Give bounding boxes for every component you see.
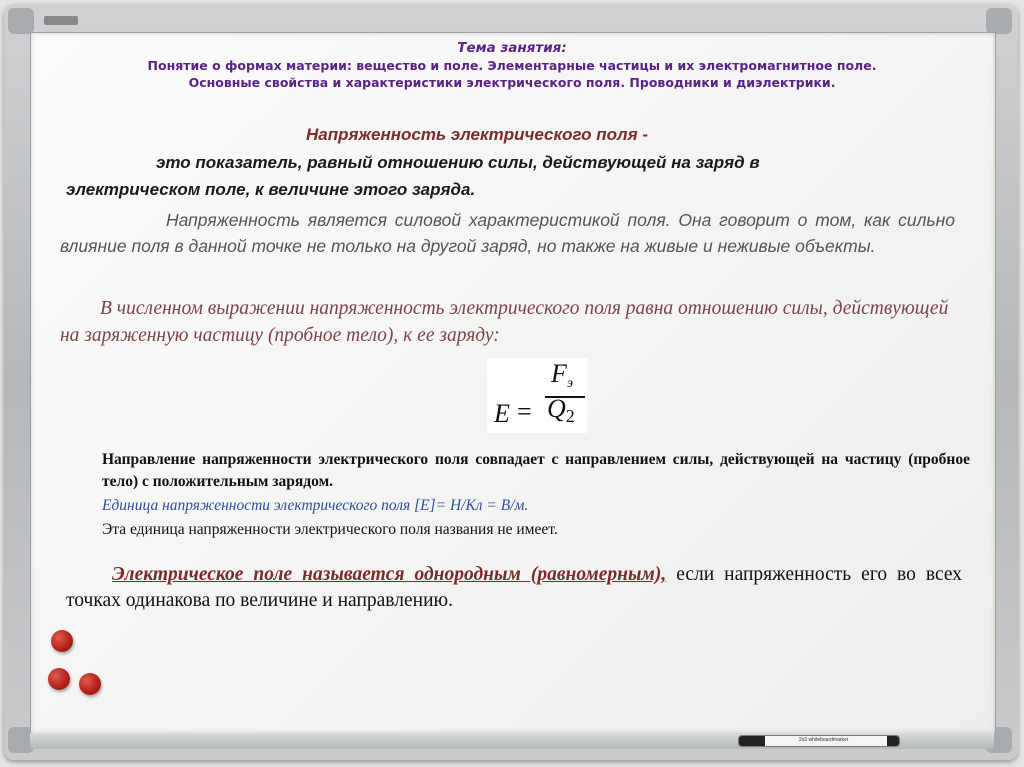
definition-line: электрическом поле, к величине этого заряда.	[66, 180, 476, 199]
unit-note: Эта единица напряженности электрического поля названия не имеет.	[102, 521, 558, 538]
uniform-field-definition: Электрическое поле называется однородным (равномерным),	[112, 564, 667, 585]
frame-corner	[986, 8, 1012, 34]
marker-cap	[739, 736, 765, 746]
red-magnet	[79, 673, 101, 695]
red-magnet	[51, 630, 73, 652]
formula-denominator	[547, 394, 575, 427]
lesson-topic-line: Основные свойства и характеристики электрического поля. Проводники и диэлектрики.	[188, 75, 836, 90]
formula-numerator-symbol: F	[551, 359, 567, 388]
formula-lhs: E	[494, 399, 510, 428]
whiteboard-marker	[738, 735, 900, 747]
lesson-header	[40, 40, 984, 91]
formula-denominator-subscript: 2	[565, 406, 575, 426]
field-strength-formula	[487, 358, 587, 433]
formula-numerator-subscript: э	[566, 376, 574, 391]
formula-equals: =	[517, 397, 532, 426]
formula-denominator-symbol: Q	[547, 394, 566, 423]
unit-statement: Единица напряженности электрического поля [E]= Н/Кл = В/м.	[102, 497, 529, 514]
red-magnet	[48, 668, 70, 690]
brand-plate	[44, 16, 78, 25]
direction-statement: Направление напряженности электрического поля совпадает с направлением силы, действующей на частицу (пробное тело) с положительным зарядом.	[102, 451, 970, 490]
marker-label: 2x3 whiteboardmarker	[799, 737, 849, 743]
marker-tail	[887, 736, 899, 746]
intensity-paragraph: Напряженность является силовой характеристикой поля. Она говорит о том, как сильно влияние поля в данной точке не только на другой заряд, но также на живые и неживые объекты.	[60, 210, 955, 256]
lesson-title: Тема занятия:	[457, 40, 567, 56]
numeric-expression-paragraph: В численном выражении напряженность электрического поля равна отношению силы, действующей на заряженную частицу (пробное тело), к ее заряду:	[60, 298, 949, 346]
definition-title: Напряженность электрического поля -	[306, 125, 649, 144]
uniform-field-statement	[66, 562, 962, 614]
formula-numerator	[551, 359, 573, 392]
frame-corner	[8, 8, 34, 34]
uniform-field-condition: если напряженность его во всех точках одинакова по величине и направлению.	[66, 564, 962, 611]
lesson-topic-line: Понятие о формах материи: вещество и поле. Элементарные частицы и их электромагнитное поле.	[147, 58, 877, 73]
definition-line: это показатель, равный отношению силы, действующей на заряд в	[156, 153, 760, 172]
